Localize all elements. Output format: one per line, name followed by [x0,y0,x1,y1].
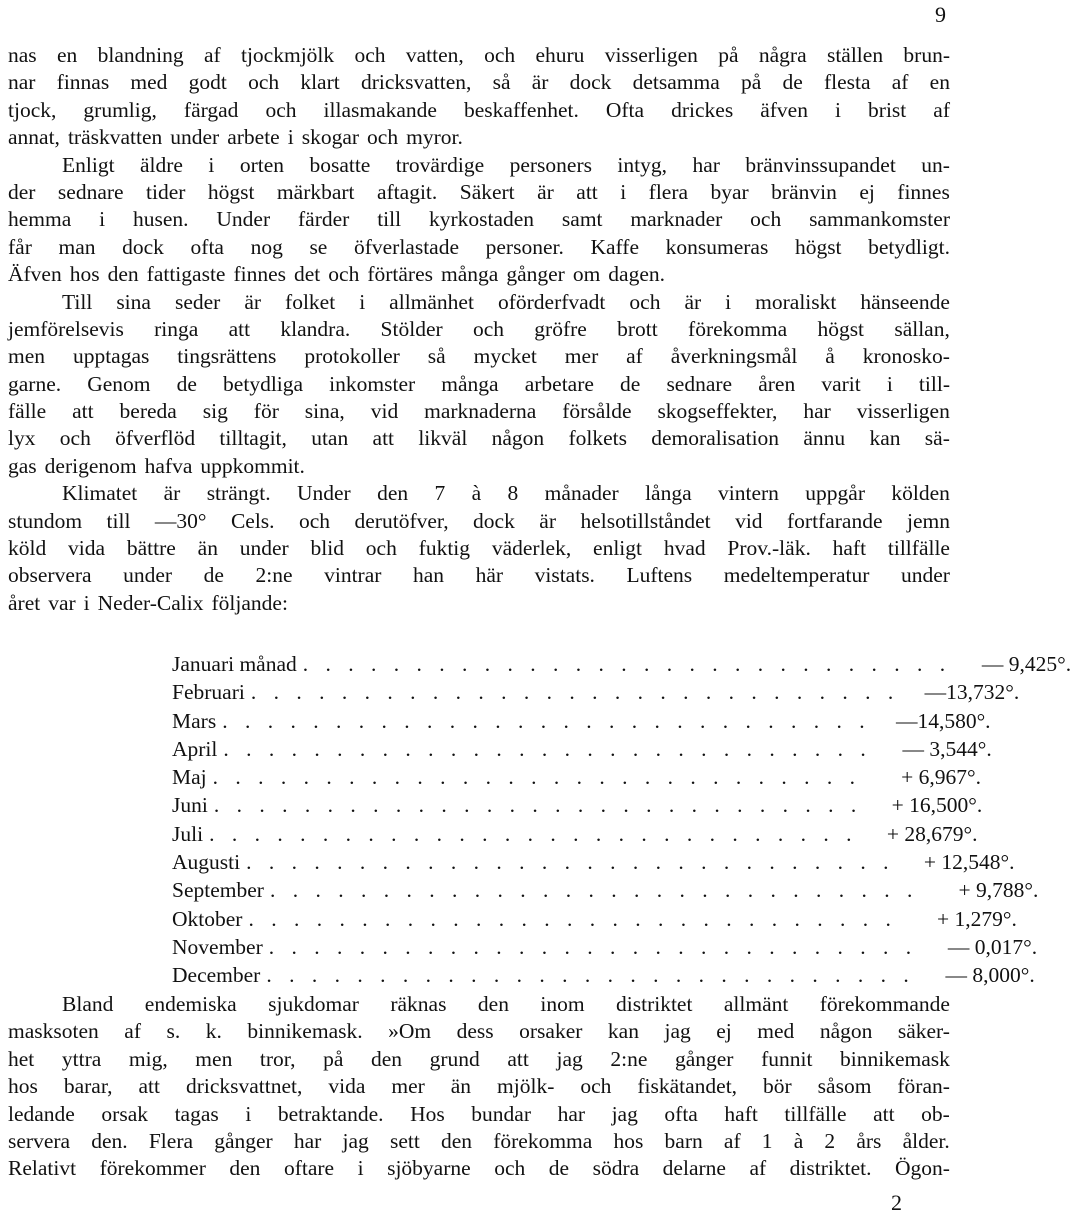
leader-dots: . . . . . . . . . . . . . . . . . . . . . . . . . . . . . [222,708,871,733]
temperature-value: — 8,000°. [945,963,1035,988]
month-label: Maj [172,765,207,790]
leader-dots: . . . . . . . . . . . . . . . . . . . . . . . . . . . . . [248,906,897,931]
text-line: Bland endemiska sjukdomar räknas den inom distriktet allmänt förekommande [62,992,950,1016]
text-line: nar finnas med godt och klart dricksvatten, så är dock detsamma på de flesta af en [8,70,950,95]
text-line: jemförelsevis ringa att klandra. Stölder och gröfre brott förekomma högst sällan, [8,316,950,341]
text-line: Till sina seder är folket i allmänhet oförderfvadt och är i moraliskt hänseende [62,289,950,314]
temperature-value: + 9,788°. [958,878,1039,903]
text-line: lyx och öfverflöd tilltagit, utan att likväl någon folkets demoralisation ännu kan sä- [8,426,950,451]
temperature-row [172,735,992,763]
text-line: hos barar, att dricksvattnet, vida mer än mjölk- och fiskätandet, bör såsom föran- [8,1074,950,1099]
temperature-row [172,820,978,848]
text-line: nas en blandning af tjockmjölk och vatten, och ehuru visserligen på några ställen brun- [8,43,950,67]
temperature-row [172,650,1071,678]
leader-dots: . . . . . . . . . . . . . . . . . . . . . . . . . . . . . [246,850,895,875]
text-line: köld vida bättre än under blid och fuktig väderlek, enligt hvad Prov.-läk. haft tillfälle [8,536,950,561]
text-line: Relativt förekommer den oftare i sjöbyarne och de södra delarne af distriktet. Ögon- [8,1156,950,1181]
text-line: stundom till —30° Cels. och derutöfver, dock är helsotillståndet vid fortfarande jemn [8,508,950,533]
temperature-row [172,905,1017,933]
leader-dots: . . . . . . . . . . . . . . . . . . . . . . . . . . . . . [223,736,872,761]
temperature-value: + 12,548°. [923,850,1015,875]
temperature-row [172,876,1039,904]
body-text-bottom [8,991,950,1183]
month-label: April [172,736,218,761]
text-line: gas derigenom hafva uppkommit. [8,453,305,478]
temperature-row [172,763,982,791]
text-line: garne. Genom de betydliga inkomster många arbetare de sednare åren varit i till- [8,371,950,396]
temperature-value: — 3,544°. [902,736,992,761]
leader-dots: . . . . . . . . . . . . . . . . . . . . . . . . . . . . . [302,652,952,676]
temperature-row [172,848,1015,876]
leader-dots: . . . . . . . . . . . . . . . . . . . . . . . . . . . . . [250,680,900,705]
month-label: Juni [172,793,208,818]
text-line: året var i Neder-Calix följande: [8,590,288,615]
leader-dots: . . . . . . . . . . . . . . . . . . . . . . . . . . . . . [266,963,915,988]
month-label: Mars [172,708,217,733]
leader-dots: . . . . . . . . . . . . . . . . . . . . . . . . . . . . . [213,793,863,818]
text-line: hemma i husen. Under färder till kyrkostaden samt marknader och sammankomster [8,207,950,232]
temperature-row [172,961,1035,989]
leader-dots: . . . . . . . . . . . . . . . . . . . . . . . . . . . . . [212,765,862,790]
month-label: Augusti [172,850,241,875]
text-line: Klimatet är strängt. Under den 7 à 8 månader långa vintern uppgår kölden [62,481,950,506]
temperature-value: — 0,017°. [947,934,1038,959]
text-line: annat, träskvatten under arbete i skogar och myror. [8,125,463,150]
temperature-value: — 9,425°. [981,652,1071,676]
month-label: Juli [172,821,204,846]
temperature-value: —14,580°. [895,708,991,733]
text-line: servera den. Flera gånger har jag sett den förekomma hos barn af 1 à 2 års ålder. [8,1128,950,1153]
body-text-top [8,42,950,617]
temperature-value: + 16,500°. [891,793,983,818]
leader-dots: . . . . . . . . . . . . . . . . . . . . . . . . . . . . . [209,821,858,846]
text-line: masksoten af s. k. binnikemask. »Om dess orsaker kan jag ej med någon säker- [8,1019,950,1044]
text-line: het yttra mig, men tror, på den grund att jag 2:ne gånger funnit binnikemask [8,1046,950,1071]
text-line: men upptagas tingsrättens protokoller så mycket mer af åverkningsmål å kronosko- [8,344,950,369]
temperature-row [172,791,983,819]
temperature-value: —13,732°. [924,680,1020,705]
text-line: får man dock ofta nog se öfverlastade personer. Kaffe konsumeras högst betydligt. [8,234,950,259]
temperature-row [172,933,1038,961]
month-label: September [172,878,264,903]
signature-mark: 2 [891,1190,902,1215]
text-line: der sednare tider högst märkbart aftagit. Säkert är att i flera byar bränvin ej finnes [8,179,950,204]
text-line: ledande orsak tagas i betraktande. Hos bundar har jag ofta haft tillfälle att ob- [8,1101,950,1126]
leader-dots: . . . . . . . . . . . . . . . . . . . . . . . . . . . . . [268,934,918,959]
text-line: fälle att bereda sig för sina, vid marknaderna försålde skogseffekter, har visserligen [8,399,950,424]
temperature-value: + 6,967°. [901,765,982,790]
temperature-value: + 1,279°. [936,906,1017,931]
month-label: Januari månad [172,652,297,676]
temperature-value: + 28,679°. [886,821,978,846]
text-line: observera under de 2:ne vintrar han här vistats. Luftens medeltemperatur under [8,563,950,588]
temperature-table [172,650,1071,990]
month-label: December [172,963,261,988]
text-line: tjock, grumlig, färgad och illasmakande beskaffenhet. Ofta drickes äfven i brist af [8,97,950,122]
month-label: November [172,934,263,959]
page-number: 9 [935,2,946,27]
temperature-row [172,707,991,735]
month-label: Februari [172,680,245,705]
text-line: Enligt äldre i orten bosatte trovärdige personers intyg, har bränvinssupandet un- [62,152,950,177]
leader-dots: . . . . . . . . . . . . . . . . . . . . . . . . . . . . . [269,878,919,903]
temperature-row [172,678,1020,706]
month-label: Oktober [172,906,243,931]
text-line: Äfven hos den fattigaste finnes det och förtäres många gånger om dagen. [8,262,666,287]
